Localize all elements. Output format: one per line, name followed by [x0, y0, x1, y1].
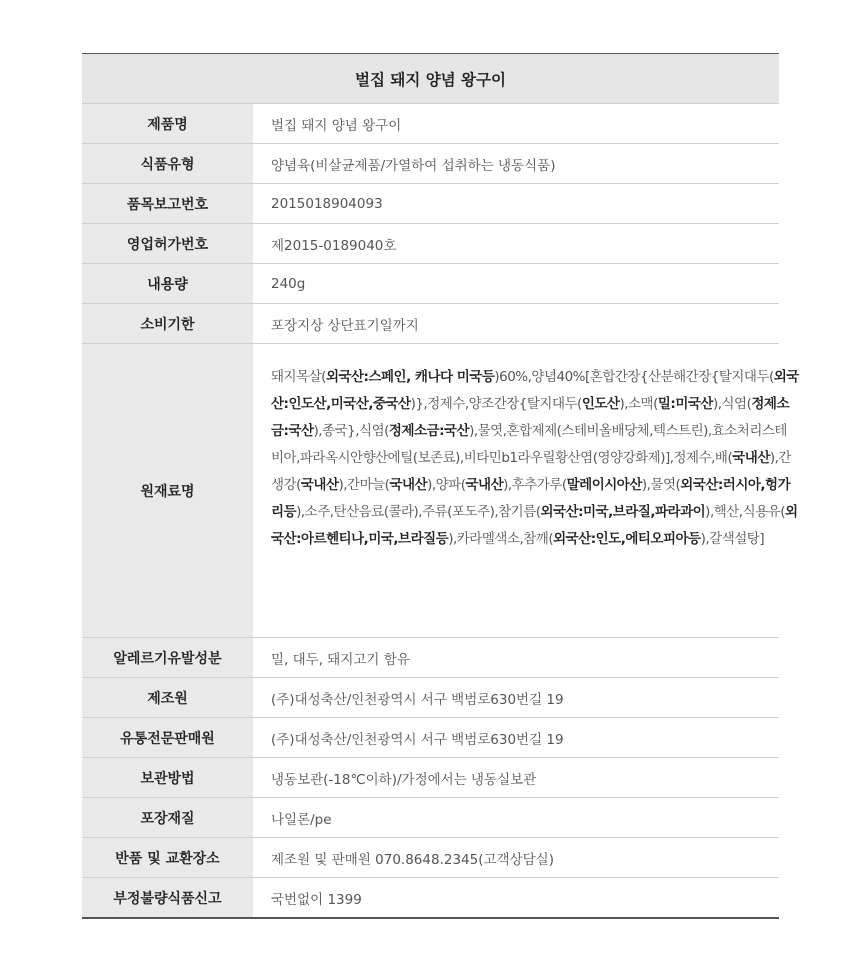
- product-info-table: [82, 53, 799, 919]
- row-label: 포장재질: [82, 798, 253, 837]
- ingredient-text: ),갈색설탕]: [700, 531, 765, 547]
- row-label: 영업허가번호: [82, 224, 253, 263]
- row-value: (주)대성축산/인천광역시 서구 백범로630번길 19: [271, 691, 564, 708]
- row-label: 유통전문판매원: [82, 718, 253, 757]
- table-title: 벌집 돼지 양념 왕구이: [82, 54, 779, 104]
- row-value: 냉동보관(-18℃이하)/가정에서는 냉동실보관: [271, 771, 537, 788]
- table-row-ingredients: [82, 344, 799, 638]
- row-value: 제조원 및 판매원 070.8648.2345(고객상담실): [271, 851, 554, 868]
- row-value: 밀, 대두, 돼지고기 함유: [271, 651, 410, 668]
- row-label: 원재료명: [82, 344, 253, 637]
- table-row: [82, 104, 779, 144]
- table-row: [82, 798, 779, 838]
- ingredient-origin: 인도산: [581, 396, 620, 412]
- table-row: [82, 304, 779, 344]
- ingredient-text: ),물엿,혼합제제(스테비올배당체,텍스트린),효소처리스테비아,파라옥시안향산에틸(보존료),비타민b1라우릴황산염(영양강화제)],정제수,배(: [271, 423, 787, 466]
- row-value: 벌집 돼지 양념 왕구이: [271, 117, 402, 134]
- row-label: 소비기한: [82, 304, 253, 343]
- table-row: [82, 678, 779, 718]
- ingredient-origin: 외국산:러시아,헝가리등: [271, 477, 791, 520]
- row-label: 품목보고번호: [82, 184, 253, 223]
- row-label: 알레르기유발성분: [82, 638, 253, 677]
- ingredient-text: ),양파(: [427, 477, 466, 493]
- row-value: [253, 344, 799, 637]
- ingredient-text: ),간생강(: [271, 450, 791, 493]
- table-row: [82, 184, 779, 224]
- ingredient-origin: 외국산:인도,에티오피아등: [553, 531, 701, 547]
- row-label: 제조원: [82, 678, 253, 717]
- ingredient-text: )60%,양념40%[혼합간장{산분해간장{탈지대두(: [494, 369, 774, 385]
- row-value: 포장지상 상단표기일까지: [271, 317, 419, 334]
- ingredient-text: )},정제수,양조간장{탈지대두(: [410, 396, 582, 412]
- ingredient-text: ),식염(: [712, 396, 752, 412]
- ingredient-text: ),후추가루(: [503, 477, 567, 493]
- ingredient-text: ),소주,탄산음료(콜라),주류(포도주),참기름(: [296, 504, 541, 520]
- row-label: 반품 및 교환장소: [82, 838, 253, 877]
- row-value: 2015018904093: [271, 195, 383, 212]
- ingredient-text: ),물엿(: [641, 477, 681, 493]
- table-row: [82, 264, 779, 304]
- ingredient-origin: 밀:미국산: [657, 396, 713, 412]
- row-label: 부정불량식품신고: [82, 878, 253, 917]
- ingredient-origin: 말레이시아산: [566, 477, 642, 493]
- ingredient-origin: 국내산: [732, 450, 770, 466]
- row-value: 나일론/pe: [271, 811, 332, 828]
- row-value: (주)대성축산/인천광역시 서구 백범로630번길 19: [271, 731, 564, 748]
- row-value: 국번없이 1399: [271, 891, 362, 908]
- table-row: [82, 718, 779, 758]
- ingredient-origin: 국내산: [465, 477, 504, 493]
- row-label: 식품유형: [82, 144, 253, 183]
- row-label: 보관방법: [82, 758, 253, 797]
- table-row: [82, 878, 779, 917]
- ingredients-text: [271, 364, 799, 553]
- table-row: [82, 758, 779, 798]
- ingredient-origin: 국내산: [389, 477, 428, 493]
- ingredient-text: 돼지목살(: [271, 369, 326, 385]
- table-row: [82, 144, 779, 184]
- ingredient-origin: 국내산: [300, 477, 339, 493]
- row-value: 양념육(비살균제품/가열하여 섭취하는 냉동식품): [271, 157, 556, 174]
- ingredient-origin: 외국산:아르헨티나,미국,브라질등: [271, 504, 798, 547]
- ingredient-text: ),종국},식염(: [313, 423, 389, 439]
- ingredient-origin: 정제소금:국산: [271, 396, 789, 439]
- ingredient-origin: 외국산:스페인, 캐나다 미국등: [325, 369, 495, 385]
- row-label: 제품명: [82, 104, 253, 143]
- row-value: 240g: [271, 275, 306, 292]
- ingredient-text: ),카라멜색소,참깨(: [448, 531, 554, 547]
- table-row: [82, 838, 779, 878]
- table-row: [82, 224, 779, 264]
- row-value: 제2015-0189040호: [271, 237, 397, 254]
- ingredient-origin: 정제소금:국산: [388, 423, 470, 439]
- ingredient-origin: 외국산:미국,브라질,파라과이: [540, 504, 706, 520]
- row-label: 내용량: [82, 264, 253, 303]
- ingredient-text: ),소맥(: [619, 396, 658, 412]
- ingredient-text: ),간마늘(: [338, 477, 390, 493]
- ingredient-text: ),핵산,식용유(: [705, 504, 785, 520]
- table-row: [82, 638, 779, 678]
- ingredient-origin: 외국산:인도산,미국산,중국산: [271, 369, 799, 412]
